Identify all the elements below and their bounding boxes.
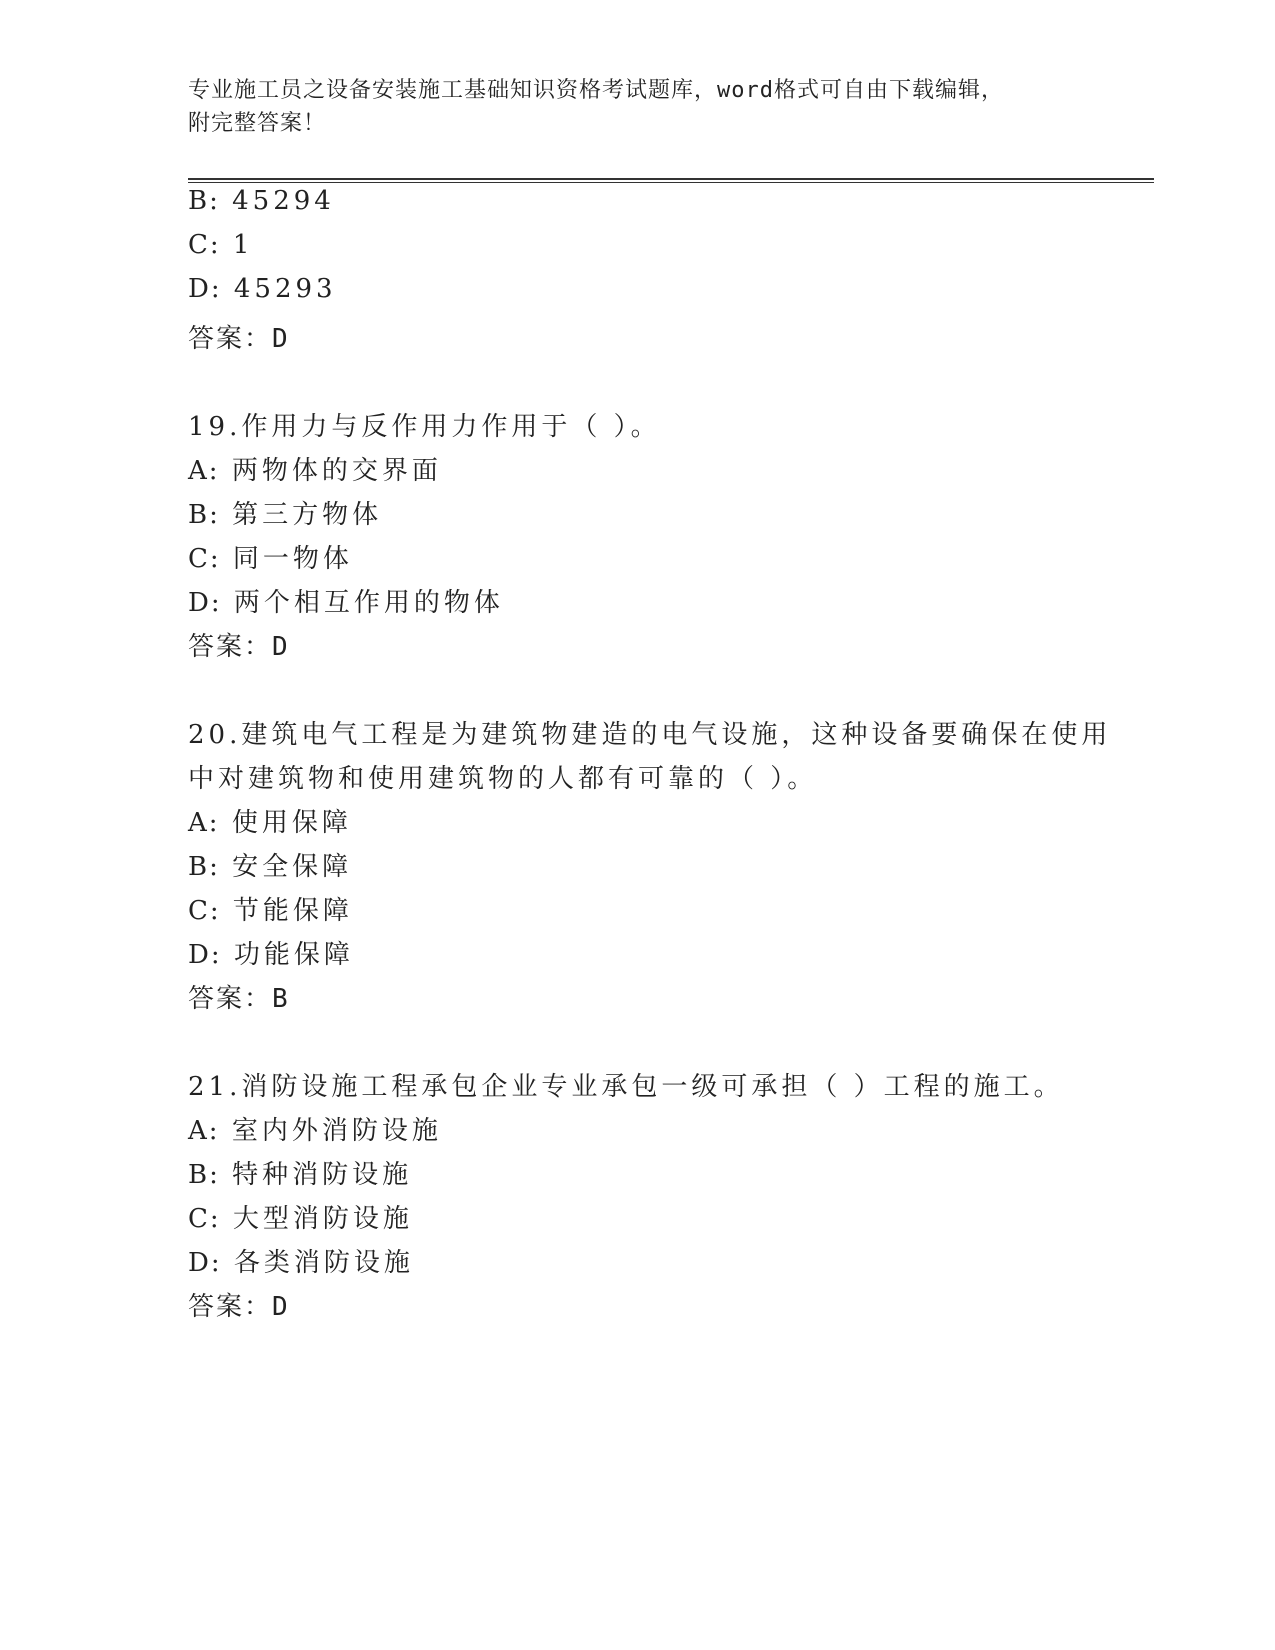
option-a [188,450,442,487]
option-label: A: [188,1116,220,1146]
option-label: A: [188,808,220,838]
question-20-stem-line-1: 20.建筑电气工程是为建筑物建造的电气设施，这种设备要确保在使用 [188,720,1112,750]
header-line-2: 附完整答案！ [188,111,327,136]
option-text: 各类消防设施 [233,1248,414,1278]
option-label: D: [188,274,222,304]
option-label: D: [188,1248,222,1278]
option-b [188,494,382,531]
option-label: B: [188,1160,220,1190]
option-c [188,890,353,927]
option-d [188,582,504,619]
option-text: 安全保障 [232,852,353,882]
option-label: B: [188,186,220,216]
option-text: 节能保障 [232,896,353,926]
option-text: 45293 [233,274,337,304]
page-header [188,74,1068,140]
question-19-stem: 19.作用力与反作用力作用于（ ）。 [188,412,661,442]
question-20-stem-line-2: 中对建筑物和使用建筑物的人都有可靠的（ ）。 [188,764,818,794]
answer-line: 答案：D [188,632,290,662]
option-d [188,1242,414,1279]
option-b [188,186,335,216]
option-c [188,230,253,260]
option-b [188,1154,412,1191]
answer-line: 答案：D [188,1292,290,1322]
option-label: C: [188,1204,221,1234]
option-a [188,802,352,839]
header-line-1: 专业施工员之设备安装施工基础知识资格考试题库，word格式可自由下载编辑， [188,78,1004,103]
option-label: C: [188,544,221,574]
option-label: B: [188,852,220,882]
option-text: 室内外消防设施 [231,1116,442,1146]
option-text: 1 [232,230,254,260]
option-label: A: [188,456,220,486]
answer-line: 答案：B [188,984,290,1014]
option-text: 两个相互作用的物体 [233,588,504,618]
option-b [188,846,352,883]
option-text: 同一物体 [232,544,353,574]
option-label: D: [188,940,222,970]
option-label: C: [188,230,221,260]
header-divider [188,178,1154,183]
option-d [188,274,337,304]
option-c [188,1198,413,1235]
option-label: B: [188,500,220,530]
option-text: 两物体的交界面 [231,456,442,486]
option-text: 功能保障 [233,940,354,970]
option-text: 特种消防设施 [232,1160,413,1190]
question-21-stem: 21.消防设施工程承包企业专业承包一级可承担（ ）工程的施工。 [188,1072,1064,1102]
option-a [188,1110,442,1147]
option-label: D: [188,588,222,618]
option-text: 45294 [232,186,335,216]
option-text: 第三方物体 [232,500,383,530]
option-text: 使用保障 [231,808,352,838]
option-text: 大型消防设施 [232,1204,413,1234]
option-label: C: [188,896,221,926]
option-c [188,538,353,575]
option-d [188,934,354,971]
answer-line: 答案：D [188,324,290,354]
